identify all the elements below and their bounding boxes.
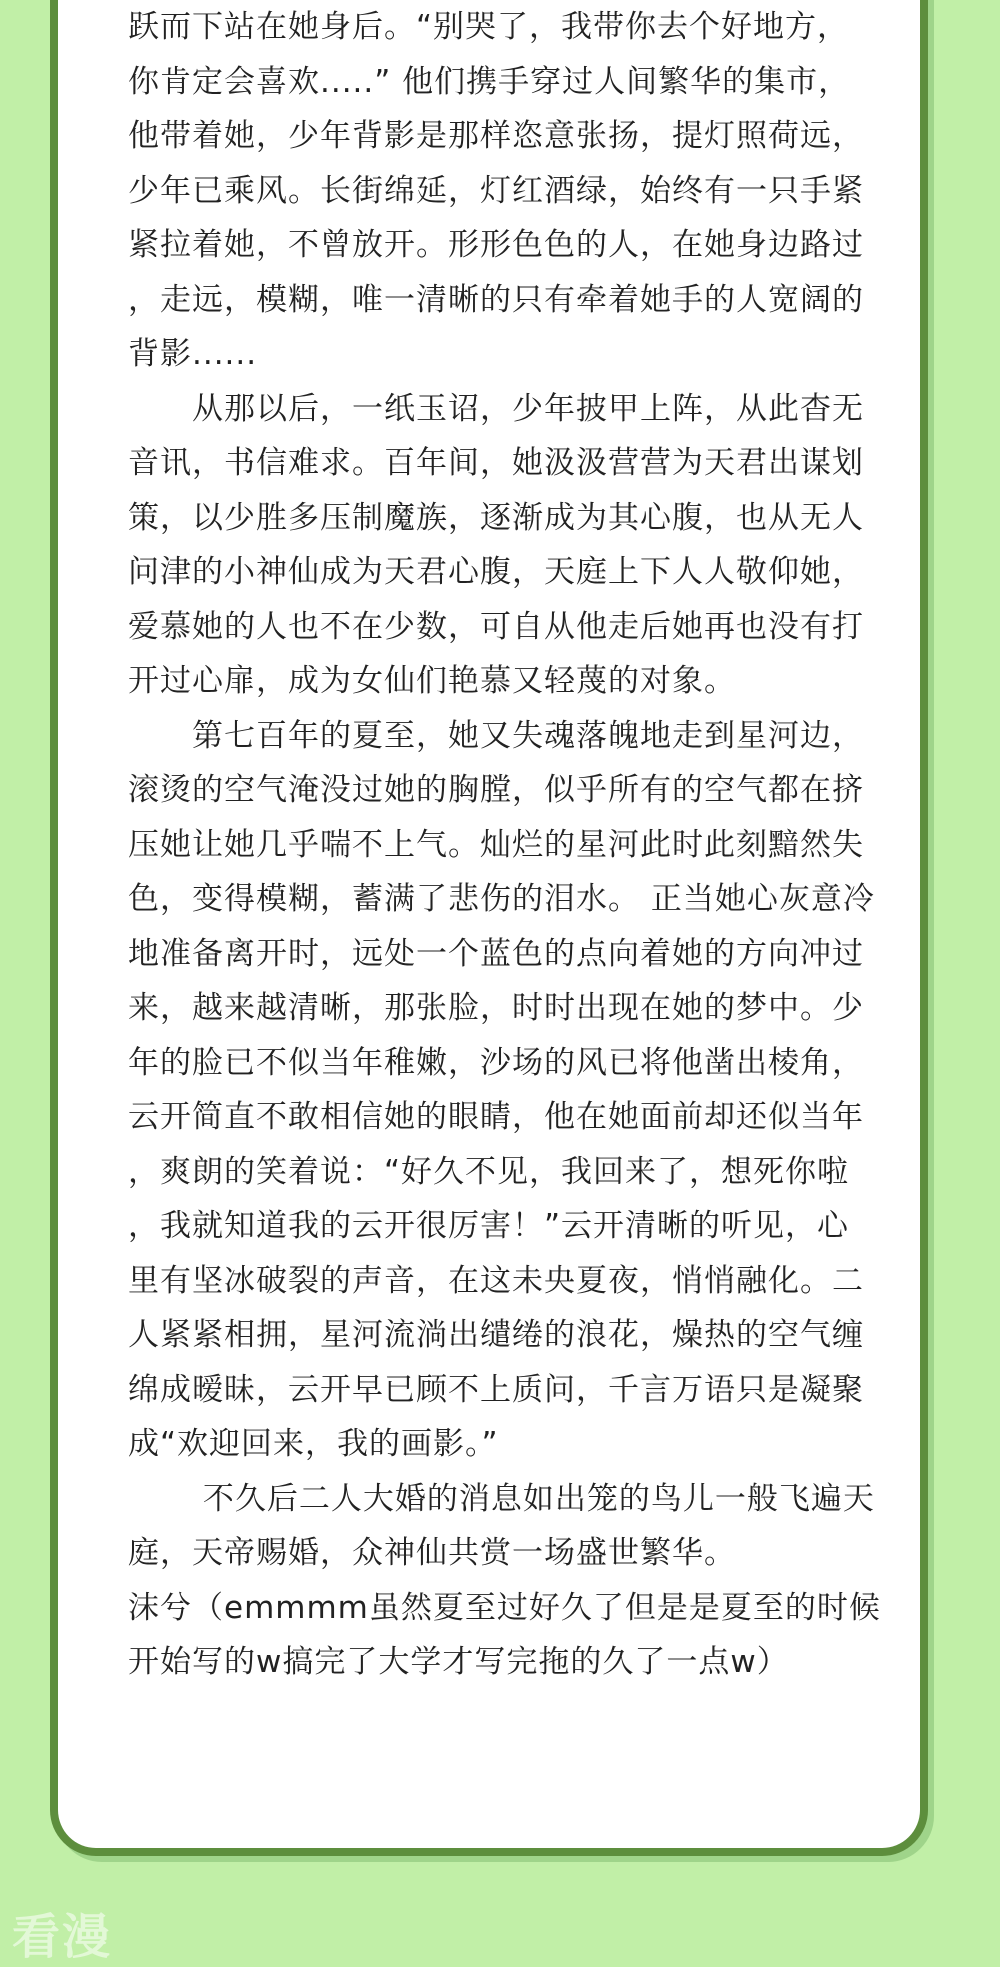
text-line: 开过心扉，成为女仙们艳慕又轻蔑的对象。 [128,663,736,699]
paragraph-1 [128,0,908,382]
text-line: 紧拉着她，不曾放开。形形色色的人，在她身边路过 [128,227,864,263]
text-line: 庭，天帝赐婚，众神仙共赏一场盛世繁华。 [128,1535,736,1571]
text-line: 成“欢迎回来，我的画影。” [128,1426,499,1462]
paragraph-2 [128,382,908,709]
text-line: 不久后二人大婚的消息如出笼的鸟儿一般飞遍天 [128,1480,875,1517]
text-line: 滚烫的空气淹没过她的胸膛，似乎所有的空气都在挤 [128,772,864,808]
text-line: 跃而下站在她身后。“别哭了，我带你去个好地方， [128,9,850,45]
text-line: 策，以少胜多压制魔族，逐渐成为其心腹，也从无人 [128,499,864,536]
text-line: ，走远，模糊，唯一清晰的只有牵着她手的人宽阔的 [128,281,864,318]
story-text [128,0,908,1690]
text-line: 压她让她几乎喘不上气。灿烂的星河此时此刻黯然失 [128,826,864,863]
text-line: 背影...... [128,336,258,372]
text-line: 从那以后，一纸玉诏，少年披甲上阵，从此杳无 [128,390,864,427]
text-line: 来，越来越清晰，那张脸，时时出现在她的梦中。少 [128,990,864,1026]
text-line: 少年已乘风。长街绵延，灯红酒绿，始终有一只手紧 [128,172,864,209]
text-line: 音讯，书信难求。百年间，她汲汲营营为天君出谋划 [128,445,864,481]
text-line: 年的脸已不似当年稚嫩，沙场的风已将他凿出棱角， [128,1044,864,1081]
text-line: 爱慕她的人也不在少数，可自从他走后她再也没有打 [128,608,864,645]
text-line: 云开简直不敢相信她的眼睛，他在她面前却还似当年 [128,1099,864,1135]
text-line: 他带着她，少年背影是那样恣意张扬，提灯照荷远， [128,118,864,154]
text-line: 人紧紧相拥，星河流淌出缱绻的浪花，燥热的空气缠 [128,1317,864,1353]
text-line: 色，变得模糊，蓄满了悲伤的泪水。 正当她心灰意冷 [128,881,875,917]
text-line: ，爽朗的笑着说：“好久不见，我回来了，想死你啦 [128,1153,850,1190]
text-line: ，我就知道我的云开很厉害！”云开清晰的听见，心 [128,1208,850,1244]
text-line: 地准备离开时，远处一个蓝色的点向着她的方向冲过 [128,935,864,972]
text-line: 问津的小神仙成为天君心腹，天庭上下人人敬仰她， [128,554,864,590]
text-line: 沫兮（emmmm虽然夏至过好久了但是是夏至的时候 [128,1589,881,1626]
paragraph-4 [128,1472,908,1581]
watermark-logo: 看漫 [12,1909,113,1965]
text-line: 第七百年的夏至，她又失魂落魄地走到星河边， [128,717,864,754]
text-line: 绵成暧昧，云开早已顾不上质问，千言万语只是凝聚 [128,1371,864,1408]
text-line: 你肯定会喜欢.....” 他们携手穿过人间繁华的集市， [128,63,851,100]
author-note [128,1581,908,1690]
paragraph-3 [128,709,908,1472]
text-line: 开始写的w搞完了大学才写完拖的久了一点w） [128,1644,789,1680]
text-line: 里有坚冰破裂的声音，在这未央夏夜，悄悄融化。二 [128,1262,864,1299]
